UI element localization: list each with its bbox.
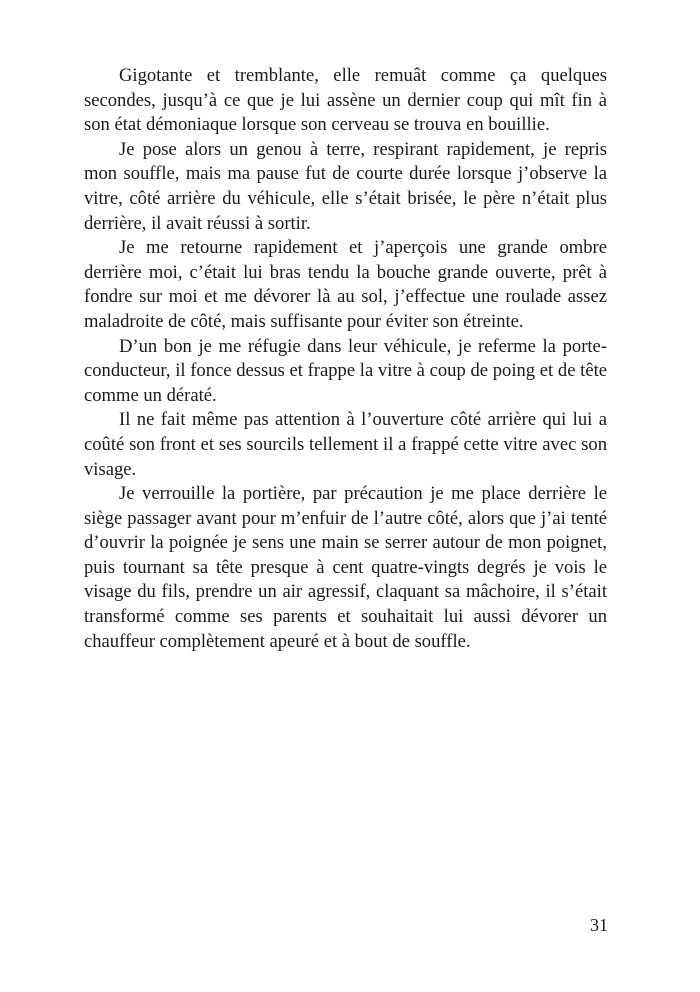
paragraph: Gigotante et tremblante, elle remuât comme ça quelques secondes, jusqu’à ce que je lui assène un dernier coup qui mît fin à son état démoniaque lorsque son cerveau se trouva en bouillie. bbox=[84, 65, 607, 136]
paragraph: D’un bon je me réfugie dans leur véhicule, je referme la porte-conducteur, il fonce dessus et frappe la vitre à coup de poing et de tête comme un dératé. bbox=[84, 335, 607, 406]
body-text bbox=[84, 64, 607, 654]
paragraph: Il ne fait même pas attention à l’ouverture côté arrière qui lui a coûté son front et ses sourcils tellement il a frappé cette vitre avec son visage. bbox=[84, 409, 607, 480]
paragraph: Je pose alors un genou à terre, respirant rapidement, je repris mon souffle, mais ma pause fut de courte durée lorsque j’observe la vitre, côté arrière du véhicule, elle s’était brisée, le père n’était plus derrière, il avait réussi à sortir. bbox=[84, 138, 607, 234]
paragraph: Je verrouille la portière, par précaution je me place derrière le siège passager avant pour m’enfuir de l’autre côté, alors que j’ai tenté d’ouvrir la poignée je sens une main se serrer autour de mon poignet, puis tournant sa tête presque à cent quatre-vingts degrés je vois le visage du fils, prendre un air agressif, claquant sa mâchoire, il s’était transformé comme ses parents et souhaitait lui aussi dévorer un chauffeur complètement apeuré et à bout de souffle. bbox=[84, 483, 607, 652]
page-number: 31 bbox=[590, 915, 608, 935]
paragraph: Je me retourne rapidement et j’aperçois une grande ombre derrière moi, c’était lui bras tendu la bouche grande ouverte, prêt à fondre sur moi et me dévorer là au sol, j’effectue une roulade assez maladroite de côté, mais suffisante pour éviter son étreinte. bbox=[84, 237, 607, 332]
